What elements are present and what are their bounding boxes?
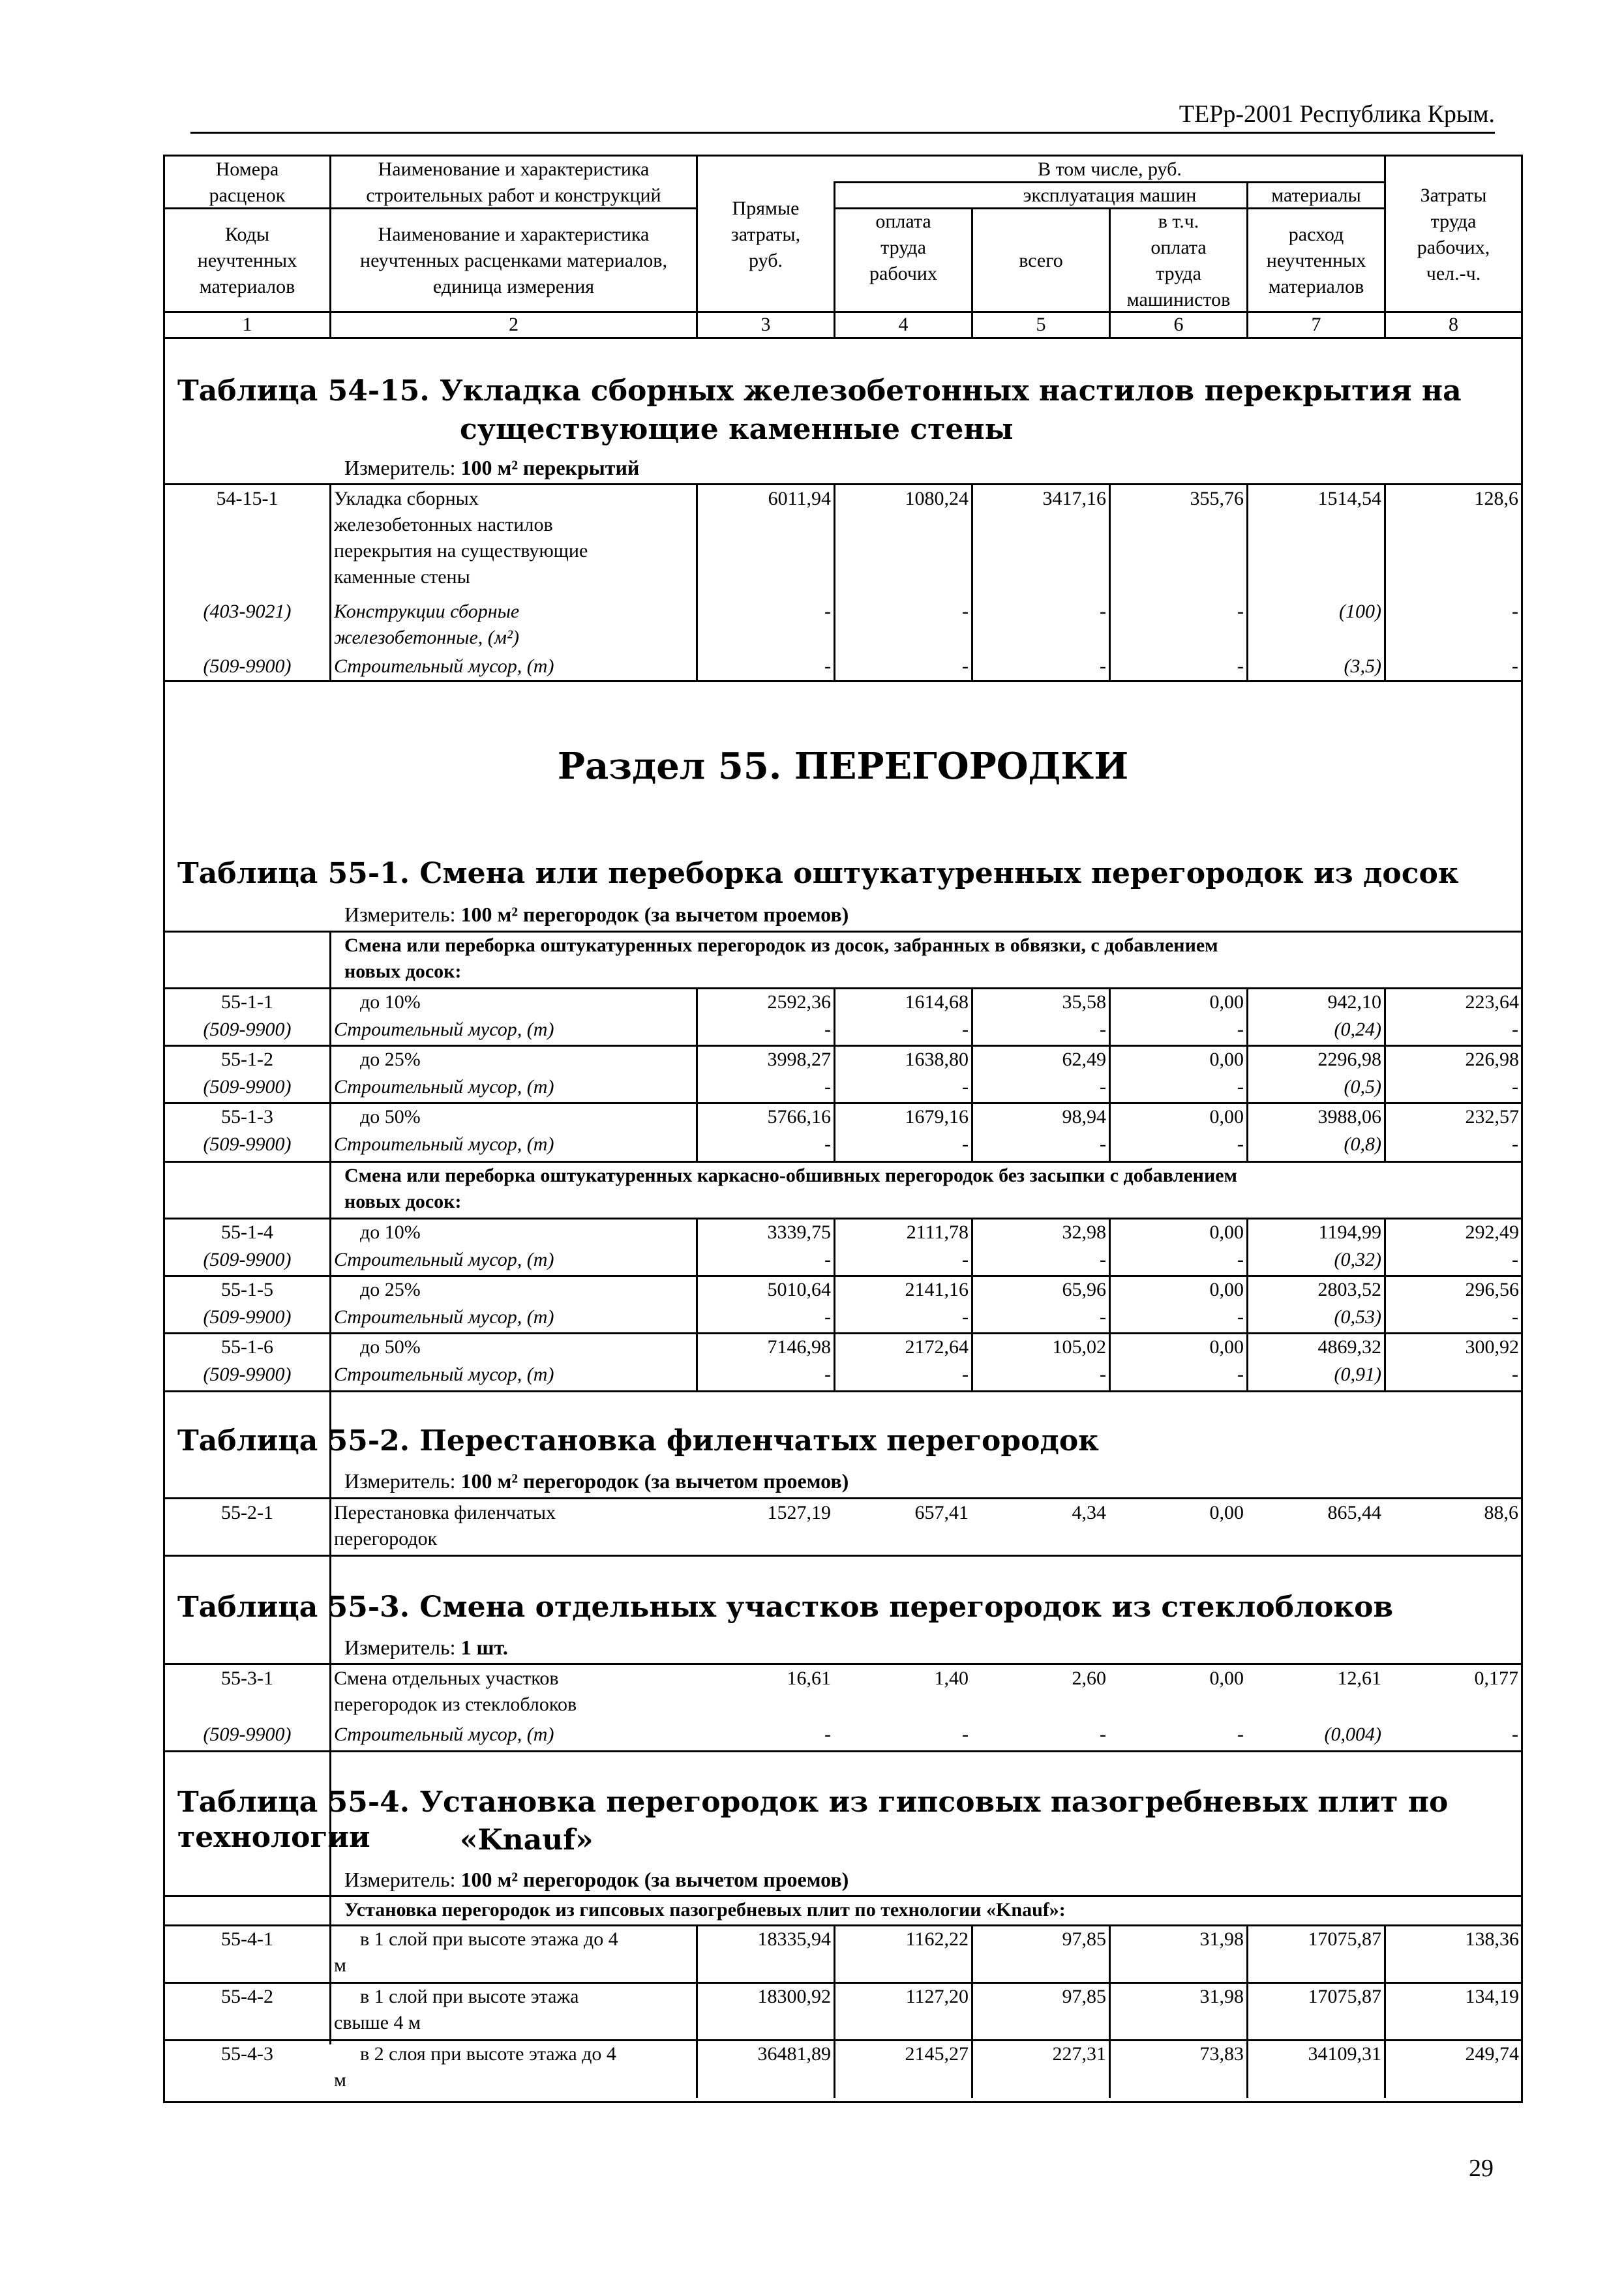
measure-value: 100 м² перекрытий (460, 456, 640, 479)
header-cell-c7 (1248, 222, 1384, 300)
rate-name: до 25% (360, 1279, 421, 1300)
material-name-line: Конструкции сборные (334, 601, 520, 622)
header-cell-c5: всего (1019, 250, 1063, 271)
material-name: Строительный мусор, (т) (334, 1249, 554, 1270)
cell-material-qty: (0,24) (1334, 1019, 1381, 1040)
cell-dash: - (1237, 1306, 1244, 1328)
group-heading-line: новых досок: (344, 961, 462, 982)
material-code: (509-9900) (203, 1249, 292, 1270)
measure-label: Измеритель: (344, 456, 456, 479)
group-heading (344, 933, 1218, 985)
measure-line (344, 1468, 849, 1494)
header-text: строительных работ и конструкций (366, 185, 661, 206)
cell-dash: - (962, 1076, 969, 1098)
measure-line (344, 1634, 508, 1660)
cell-machines-total: 2,60 (1072, 1668, 1106, 1689)
cell-labor-pay: 1,40 (934, 1668, 969, 1689)
cell-direct-cost: 3998,27 (767, 1049, 831, 1070)
group-heading-line: Смена или переборка оштукатуренных перегородок из досок, забранных в обвязки, с добавлением (344, 935, 1218, 956)
cell-labor-pay: 2172,64 (905, 1336, 969, 1358)
header-cell-c4 (835, 209, 971, 287)
cell-machines-total: 98,94 (1062, 1106, 1106, 1128)
header-text: неучтенных (197, 250, 297, 271)
cell-labor-pay: 1127,20 (905, 1986, 969, 2007)
material-code: (509-9900) (203, 655, 292, 677)
header-text: затраты, (730, 224, 801, 245)
material-name: Строительный мусор, (т) (334, 1019, 554, 1040)
row-line (163, 483, 1523, 485)
header-cell-mat: материалы (1271, 185, 1361, 206)
cell-dash: - (824, 601, 831, 622)
cell-machinist-pay: 0,00 (1209, 1336, 1244, 1358)
running-header (190, 97, 1495, 134)
cell-direct-cost: 1527,19 (767, 1502, 831, 1523)
cell-materials: 2803,52 (1317, 1279, 1381, 1300)
cell-dash: - (1512, 1133, 1518, 1155)
col-line (1384, 483, 1386, 682)
row-line (163, 1390, 1523, 1392)
material-name: Строительный мусор, (т) (334, 1076, 554, 1098)
cell-dash: - (824, 1133, 831, 1155)
cell-machinist-pay: 31,98 (1199, 1986, 1244, 2007)
measure-value: 1 шт. (460, 1636, 508, 1659)
cell-labor-hours: 296,56 (1465, 1279, 1519, 1300)
rate-code: 55-1-2 (221, 1049, 273, 1070)
rate-code: 55-1-3 (221, 1106, 273, 1128)
page-number: 29 (1469, 2155, 1494, 2182)
cell-labor-pay: 2141,16 (905, 1279, 969, 1300)
header-cell-c6 (1111, 209, 1246, 313)
cell-material-qty: (100) (1339, 601, 1381, 622)
rate-code: 55-1-4 (221, 1221, 273, 1243)
material-name (334, 599, 696, 651)
group-heading (344, 1163, 1237, 1215)
measure-label: Измеритель: (344, 903, 456, 926)
cell-dash: - (1100, 1019, 1106, 1040)
cell-labor-hours: 88,6 (1484, 1502, 1518, 1523)
cell-materials: 1194,99 (1318, 1221, 1381, 1243)
rate-name (334, 1984, 696, 2036)
cell-machinist-pay: 355,76 (1190, 488, 1244, 509)
cell-labor-pay: 2145,27 (905, 2043, 969, 2065)
cell-dash: - (962, 1133, 969, 1155)
cell-labor-pay: 657,41 (914, 1502, 969, 1523)
cell-direct-cost: 5010,64 (767, 1279, 831, 1300)
cell-labor-hours: 249,74 (1465, 2043, 1519, 2065)
header-text: Наименование и характеристика (378, 158, 650, 180)
cell-materials: 17075,87 (1308, 1928, 1381, 1950)
col-number: 8 (1449, 314, 1458, 335)
cell-dash: - (824, 655, 831, 677)
header-cell-c8 (1386, 183, 1521, 287)
cell-dash: - (962, 1364, 969, 1385)
rate-name (334, 1926, 696, 1979)
header-text: Наименование и характеристика (378, 224, 650, 245)
cell-machinist-pay: 0,00 (1209, 991, 1244, 1013)
header-text: расценок (209, 185, 286, 206)
col-number: 7 (1311, 314, 1321, 335)
cell-direct-cost: 36481,89 (757, 2043, 831, 2065)
cell-material-qty: (0,53) (1334, 1306, 1381, 1328)
measure-label: Измеритель: (344, 1636, 456, 1659)
rate-name-line: перекрытия на существующие (334, 540, 588, 561)
header-text: машинистов (1126, 289, 1231, 310)
header-text: чел.-ч. (1426, 263, 1481, 284)
rate-name-line: Перестановка филенчатых (334, 1502, 556, 1523)
cell-dash: - (962, 1306, 969, 1328)
rate-name-line: каменные стены (334, 566, 470, 588)
col-number: 5 (1036, 314, 1046, 335)
col-line (971, 483, 973, 682)
cell-dash: - (1237, 1076, 1244, 1098)
cell-direct-cost: 3339,75 (767, 1221, 831, 1243)
rate-code: 54-15-1 (216, 488, 278, 509)
rate-name-line: в 2 слоя при высоте этажа до 4 (360, 2043, 616, 2065)
header-text: единица измерения (432, 276, 595, 297)
cell-machinist-pay: 73,83 (1199, 2043, 1244, 2065)
cell-dash: - (1100, 1249, 1106, 1270)
cell-dash: - (962, 1724, 969, 1745)
rate-name: до 25% (360, 1049, 421, 1070)
cell-machinist-pay: 0,00 (1209, 1279, 1244, 1300)
cell-machinist-pay: 0,00 (1209, 1502, 1244, 1523)
group-heading-line: Смена или переборка оштукатуренных каркасно-обшивных перегородок без засыпки с добавлением (344, 1165, 1237, 1186)
cell-dash: - (1237, 1249, 1244, 1270)
material-code: (509-9900) (203, 1076, 292, 1098)
header-text: расход (1288, 224, 1344, 245)
col-number: 4 (898, 314, 909, 335)
header-text: оплата (1150, 237, 1207, 258)
cell-labor-pay: 1614,68 (905, 991, 969, 1013)
cell-material-qty: (0,32) (1334, 1249, 1381, 1270)
cell-labor-hours: 138,36 (1465, 1928, 1519, 1950)
cell-dash: - (1237, 655, 1244, 677)
cell-labor-hours: 0,177 (1474, 1668, 1518, 1689)
cell-machines-total: 4,34 (1072, 1502, 1106, 1523)
header-cell-incl: В том числе, руб. (1038, 158, 1182, 180)
table-title-54-15-cont: существующие каменные стены (460, 413, 1014, 446)
table-title-55-1: Таблица 55-1. Смена или переборка оштукатуренных перегородок из досок (177, 857, 1459, 890)
cell-labor-hours: 226,98 (1465, 1049, 1519, 1070)
cell-machinist-pay: 0,00 (1209, 1668, 1244, 1689)
measure-label: Измеритель: (344, 1868, 456, 1891)
measure-line (344, 455, 639, 481)
cell-machines-total: 105,02 (1052, 1336, 1106, 1358)
cell-dash: - (824, 1076, 831, 1098)
header-text: Прямые (732, 198, 800, 219)
cell-machinist-pay: 0,00 (1209, 1106, 1244, 1128)
row-line (163, 1497, 1523, 1499)
cell-dash: - (1512, 1724, 1518, 1745)
cell-dash: - (1100, 1724, 1106, 1745)
cell-dash: - (962, 1249, 969, 1270)
rate-name-line: Укладка сборных (334, 488, 479, 509)
cell-dash: - (1512, 1076, 1518, 1098)
col-line (834, 483, 835, 682)
header-text: труда (880, 237, 926, 258)
material-code: (509-9900) (203, 1364, 292, 1385)
cell-material-qty: (3,5) (1344, 655, 1381, 677)
rate-name (334, 1500, 696, 1552)
cell-labor-hours: 300,92 (1465, 1336, 1519, 1358)
header-text: Затраты (1420, 185, 1487, 206)
row-line (163, 1555, 1523, 1557)
cell-dash: - (1237, 1019, 1244, 1040)
cell-dash: - (1237, 601, 1244, 622)
measure-value: 100 м² перегородок (за вычетом проемов) (460, 903, 849, 926)
material-code: (509-9900) (203, 1724, 292, 1745)
cell-labor-pay: 2111,78 (906, 1221, 969, 1243)
col-line (1109, 483, 1111, 682)
rate-code: 55-3-1 (221, 1668, 273, 1689)
header-cell-k2 (331, 222, 696, 300)
cell-direct-cost: 18300,92 (757, 1986, 831, 2007)
cell-machines-total: 65,96 (1062, 1279, 1106, 1300)
header-text: оплата (875, 211, 931, 232)
running-header-text: ТЕРр-2001 Республика Крым. (1179, 100, 1495, 128)
rate-name (334, 2041, 696, 2093)
cell-dash: - (1100, 1306, 1106, 1328)
cell-dash: - (1512, 1019, 1518, 1040)
cell-dash: - (824, 1249, 831, 1270)
cell-labor-pay: 1638,80 (905, 1049, 969, 1070)
cell-labor-hours: 134,19 (1465, 1986, 1519, 2007)
col-line (329, 483, 331, 682)
material-name: Строительный мусор, (т) (334, 1724, 554, 1745)
cell-material-qty: (0,91) (1334, 1364, 1381, 1385)
measure-line (344, 1866, 849, 1893)
header-cell-expl: эксплуатация машин (1023, 185, 1197, 206)
row-line (163, 1663, 1523, 1665)
col-line (329, 931, 331, 2044)
col-number: 6 (1173, 314, 1184, 335)
rate-code: 55-4-1 (221, 1928, 273, 1950)
cell-machinist-pay: 31,98 (1199, 1928, 1244, 1950)
cell-labor-hours: 223,64 (1465, 991, 1519, 1013)
rate-name-line: железобетонных настилов (334, 514, 553, 535)
group-heading-line: новых досок: (344, 1191, 462, 1212)
material-code: (509-9900) (203, 1306, 292, 1328)
cell-direct-cost: 16,61 (787, 1668, 831, 1689)
cell-dash: - (1512, 601, 1518, 622)
header-text: Номера (215, 158, 279, 180)
cell-dash: - (824, 1019, 831, 1040)
measure-label: Измеритель: (344, 1469, 456, 1493)
rate-name (334, 1666, 696, 1718)
rate-code: 55-4-3 (221, 2043, 273, 2065)
header-text: неучтенных расценками материалов, (360, 250, 667, 271)
group-heading: Установка перегородок из гипсовых пазогребневых плит по технологии «Knauf»: (344, 1899, 1066, 1921)
row-line (163, 680, 1523, 682)
material-name: Строительный мусор, (т) (334, 1306, 554, 1328)
header-cell-c3 (698, 196, 834, 274)
material-name: Строительный мусор, (т) (334, 1133, 554, 1155)
material-code: (509-9900) (203, 1019, 292, 1040)
measure-value: 100 м² перегородок (за вычетом проемов) (460, 1469, 849, 1493)
col-number: 1 (242, 314, 252, 335)
cell-machines-total: 62,49 (1062, 1049, 1106, 1070)
header-text: руб. (749, 250, 783, 271)
cell-dash: - (1100, 655, 1106, 677)
cell-dash: - (1512, 1306, 1518, 1328)
cell-machines-total: 35,58 (1062, 991, 1106, 1013)
cell-material-qty: (0,8) (1344, 1133, 1381, 1155)
cell-dash: - (824, 1724, 831, 1745)
cell-direct-cost: 2592,36 (767, 991, 831, 1013)
cell-materials: 3988,06 (1317, 1106, 1381, 1128)
table-title-55-4: Таблица 55-4. Установка перегородок из гипсовых пазогребневых плит по технологии (177, 1786, 1449, 1854)
rate-name: до 10% (360, 991, 421, 1013)
section-title: Раздел 55. ПЕРЕГОРОДКИ (557, 745, 1129, 788)
measure-line (344, 901, 849, 927)
header-cell-k1 (165, 222, 329, 300)
rate-name-line: перегородок из стеклоблоков (334, 1694, 577, 1715)
material-name-line: железобетонные, (м²) (334, 627, 519, 648)
cell-dash: - (962, 601, 969, 622)
table-title-54-15: Таблица 54-15. Укладка сборных железобетонных настилов перекрытия на (177, 374, 1462, 408)
header-text: рабочих, (1417, 237, 1490, 258)
cell-labor-pay: 1080,24 (905, 488, 969, 509)
rate-name-line: в 1 слой при высоте этажа до 4 (360, 1928, 618, 1950)
header-text: неучтенных (1266, 250, 1366, 271)
rate-name: до 50% (360, 1336, 421, 1358)
cell-dash: - (1100, 1076, 1106, 1098)
cell-dash: - (962, 1019, 969, 1040)
rate-name-line: в 1 слой при высоте этажа (360, 1986, 579, 2007)
cell-labor-pay: 1679,16 (905, 1106, 969, 1128)
rate-code: 55-4-2 (221, 1986, 273, 2007)
header-text: материалов (1268, 276, 1364, 297)
header-text: в т.ч. (1158, 211, 1199, 232)
cell-materials: 12,61 (1337, 1668, 1381, 1689)
cell-dash: - (1237, 1133, 1244, 1155)
cell-material-qty: (0,004) (1324, 1724, 1381, 1745)
header-text: труда (1156, 263, 1201, 284)
rate-code: 55-1-6 (221, 1336, 273, 1358)
cell-direct-cost: 18335,94 (757, 1928, 831, 1950)
cell-machines-total: 97,85 (1062, 1928, 1106, 1950)
cell-direct-cost: 6011,94 (768, 488, 831, 509)
header-text: материалов (199, 276, 295, 297)
table-title-55-3: Таблица 55-3. Смена отдельных участков перегородок из стеклоблоков (177, 1591, 1394, 1624)
cell-machines-total: 227,31 (1052, 2043, 1106, 2065)
cell-materials: 1514,54 (1317, 488, 1381, 509)
col-line (696, 483, 698, 682)
cell-materials: 2296,98 (1317, 1049, 1381, 1070)
rate-name-line: перегородок (334, 1528, 438, 1549)
material-name: Строительный мусор, (т) (334, 655, 554, 677)
cell-machines-total: 3417,16 (1042, 488, 1106, 509)
cell-labor-hours: 128,6 (1474, 488, 1518, 509)
rate-name-line: Смена отдельных участков (334, 1668, 559, 1689)
table-title-55-4-cont: «Knauf» (460, 1823, 594, 1857)
header-cell-c1 (165, 157, 329, 209)
rate-name: до 50% (360, 1106, 421, 1128)
rate-name: до 10% (360, 1221, 421, 1243)
cell-dash: - (1100, 1364, 1106, 1385)
cell-dash: - (962, 655, 969, 677)
cell-labor-hours: 292,49 (1465, 1221, 1519, 1243)
cell-machinist-pay: 0,00 (1209, 1221, 1244, 1243)
cell-machines-total: 97,85 (1062, 1986, 1106, 2007)
header-text: рабочих (869, 263, 937, 284)
cell-dash: - (1512, 1364, 1518, 1385)
rate-name-line: свыше 4 м (334, 2012, 421, 2033)
table-title-55-2: Таблица 55-2. Перестановка филенчатых перегородок (177, 1424, 1099, 1458)
rate-name-line: м (334, 2069, 346, 2091)
measure-value: 100 м² перегородок (за вычетом проемов) (460, 1868, 849, 1891)
col-number: 2 (509, 314, 519, 335)
material-code: (509-9900) (203, 1133, 292, 1155)
cell-dash: - (824, 1306, 831, 1328)
material-code: (403-9021) (203, 601, 292, 622)
cell-machinist-pay: 0,00 (1209, 1049, 1244, 1070)
cell-materials: 17075,87 (1308, 1986, 1381, 2007)
cell-materials: 942,10 (1327, 991, 1381, 1013)
cell-dash: - (1237, 1724, 1244, 1745)
rate-code: 55-1-1 (221, 991, 273, 1013)
cell-materials: 4869,32 (1317, 1336, 1381, 1358)
cell-machines-total: 32,98 (1062, 1221, 1106, 1243)
cell-dash: - (1512, 655, 1518, 677)
cell-direct-cost: 7146,98 (767, 1336, 831, 1358)
cell-materials: 34109,31 (1308, 2043, 1381, 2065)
cell-material-qty: (0,5) (1344, 1076, 1381, 1098)
col-line (1246, 483, 1248, 682)
cell-dash: - (1237, 1364, 1244, 1385)
cell-materials: 865,44 (1327, 1502, 1381, 1523)
col-number: 3 (760, 314, 771, 335)
header-cell-c2 (331, 157, 696, 209)
header-text: Коды (224, 224, 270, 245)
rate-code: 55-1-5 (221, 1279, 273, 1300)
cell-dash: - (824, 1364, 831, 1385)
header-text: труда (1430, 211, 1477, 232)
cell-dash: - (1100, 601, 1106, 622)
cell-labor-pay: 1162,22 (905, 1928, 969, 1950)
cell-direct-cost: 5766,16 (767, 1106, 831, 1128)
rate-name (334, 486, 696, 590)
material-name: Строительный мусор, (т) (334, 1364, 554, 1385)
row-line (163, 1750, 1523, 1752)
cell-dash: - (1100, 1133, 1106, 1155)
cell-dash: - (1512, 1249, 1518, 1270)
cell-labor-hours: 232,57 (1465, 1106, 1519, 1128)
rate-name-line: м (334, 1954, 346, 1976)
rate-code: 55-2-1 (221, 1502, 273, 1523)
